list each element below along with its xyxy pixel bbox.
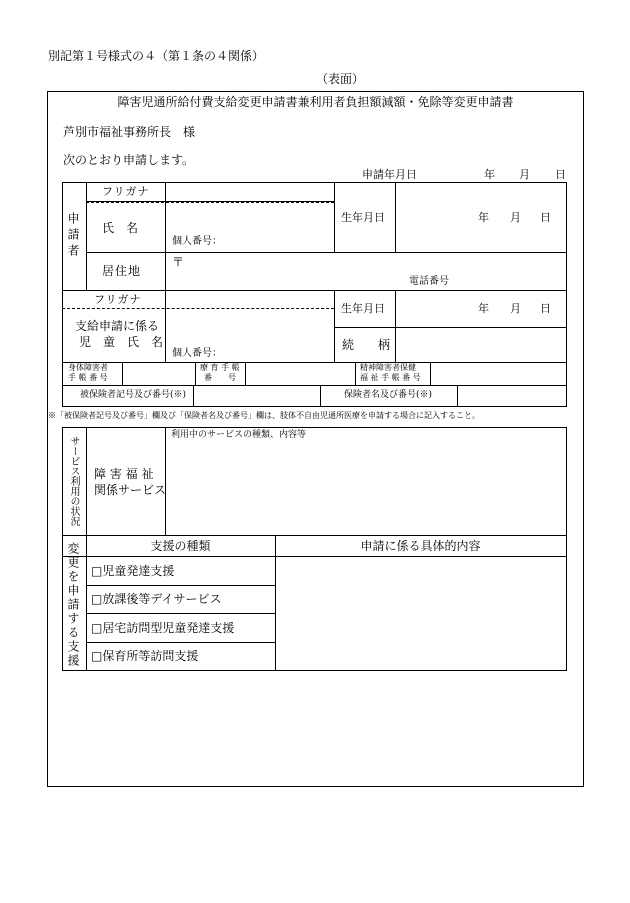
applicant-furigana-label: フリガナ [102, 185, 150, 198]
service-row-label-1: 障 害 福 祉 [94, 467, 154, 481]
applicant-birth-label: 生年月日 [341, 211, 385, 224]
applicant-birth-year: 年 [478, 211, 489, 224]
mental-handbook-label-2: 福 祉 手 帳 番 号 [360, 373, 421, 382]
change-section-label: 変更を申請する支援 [66, 542, 80, 668]
insurer-name-label: 保険者名及び番号(※) [344, 390, 433, 400]
service-section-label: サービス利用の状況 [68, 436, 79, 526]
support-item-nursery-visit: □保育所等訪問支援 [91, 649, 199, 663]
child-birth-day: 日 [540, 302, 551, 315]
application-date-label: 申請年月日 [362, 168, 417, 181]
child-name-label-2: 児 童 氏 名 [79, 335, 164, 349]
application-date-month: 月 [519, 168, 530, 181]
applicant-phone-label: 電話番号 [409, 276, 449, 287]
support-item-after-school: □放課後等デイサービス [91, 592, 222, 606]
form-side-label: （表面） [316, 72, 365, 86]
applicant-address-label: 居住地 [102, 264, 142, 278]
application-date-year: 年 [484, 168, 495, 181]
physical-handbook-label-2: 手 帳 番 号 [68, 373, 108, 382]
child-name-label-1: 支給申請に係る [75, 319, 160, 333]
child-birth-month: 月 [510, 302, 521, 315]
applicant-personal-number-label: 個人番号： [172, 236, 222, 247]
form-id: 別記第１号様式の４（第１条の４関係） [48, 49, 265, 63]
ryoiku-handbook-label-1: 療 育 手 帳 [200, 363, 240, 372]
child-furigana-label: フリガナ [94, 293, 142, 306]
physical-handbook-label-1: 身体障害者 [68, 363, 108, 372]
ryoiku-handbook-label-2: 番 号 [204, 373, 236, 382]
support-detail-header: 申請に係る具体的内容 [360, 539, 481, 553]
support-item-child-development: □児童発達支援 [91, 564, 175, 578]
applicant-name-label: 氏 名 [102, 221, 139, 235]
form-title: 障害児通所給付費支給変更申請書兼利用者負担額減額・免除等変更申請書 [117, 95, 514, 109]
applicant-birth-month: 月 [510, 211, 521, 224]
child-birth-year: 年 [478, 302, 489, 315]
intro-text: 次のとおり申請します。 [63, 153, 195, 167]
child-personal-number-label: 個人番号： [172, 348, 222, 359]
support-type-header: 支援の種類 [150, 539, 211, 553]
service-row-label-2: 関係サービス [94, 483, 167, 497]
child-birth-label: 生年月日 [341, 302, 385, 315]
addressee: 芦別市福祉事務所長 様 [63, 125, 196, 139]
application-date-day: 日 [555, 168, 566, 181]
insured-number-label: 被保険者記号及び番号(※) [80, 390, 187, 400]
postal-mark: 〒 [172, 255, 185, 269]
applicant-section-label: 申請者 [66, 212, 80, 260]
child-relation-label: 続 柄 [342, 338, 391, 352]
support-item-home-visit: □居宅訪問型児童発達支援 [91, 621, 235, 635]
applicant-birth-day: 日 [540, 211, 551, 224]
service-content-label: 利用中のサービスの種類、内容等 [171, 430, 307, 440]
mental-handbook-label-1: 精神障害者保健 [360, 363, 416, 372]
insurance-note: ※「被保険者記号及び番号」欄及び「保険者名及び番号」欄は、肢体不自由児通所医療を申請する場合に記入すること。 [48, 411, 480, 420]
